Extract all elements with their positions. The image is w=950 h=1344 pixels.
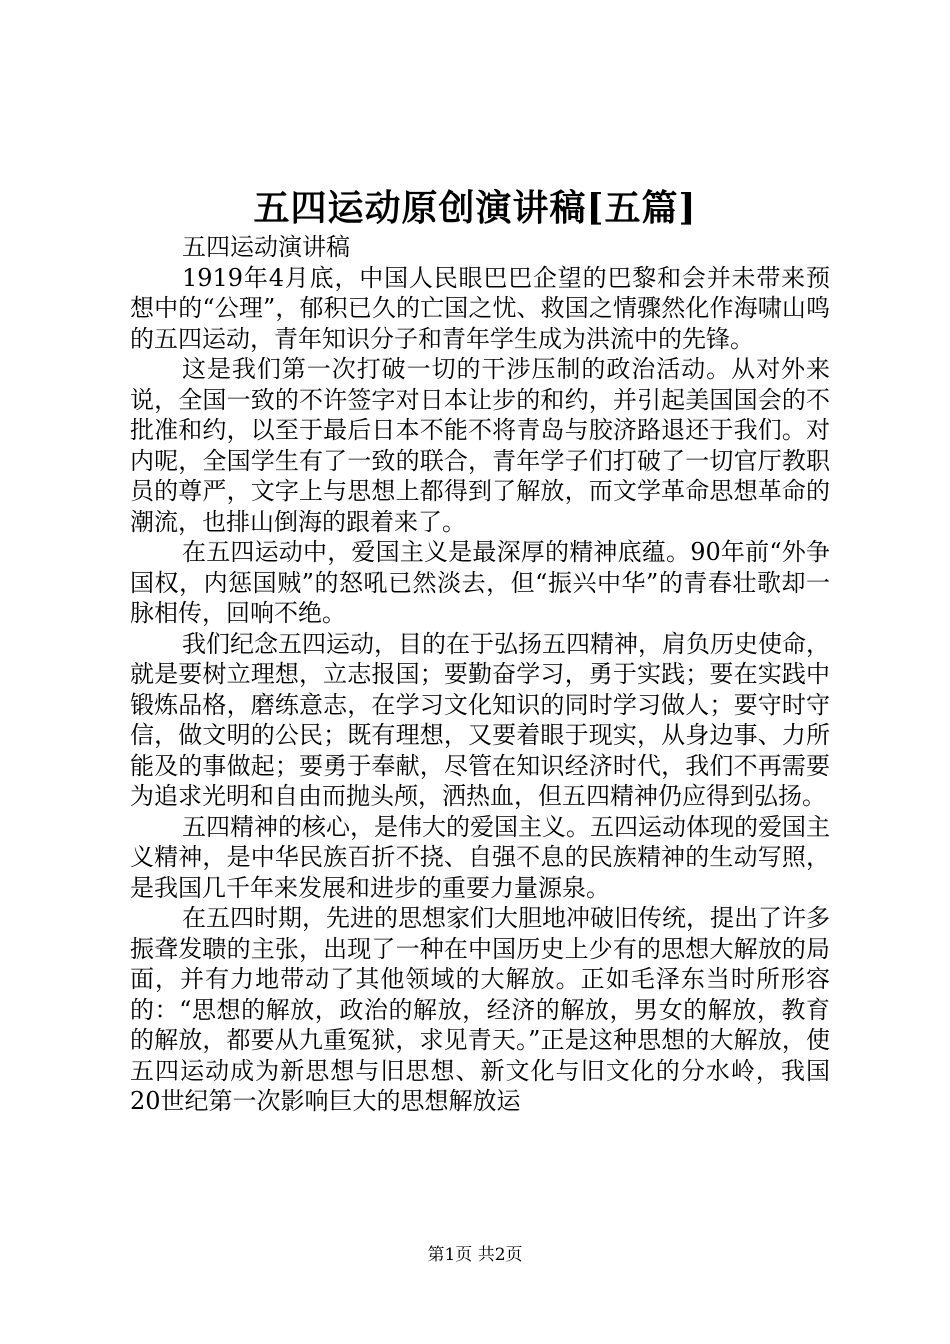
- page-footer: 第1页 共2页: [427, 1245, 523, 1265]
- paragraph-2: 这是我们第一次打破一切的干涉压制的政治活动。从对外来说，全国一致的不许签字对日本让步的和约，并引起美国国会的不批准和约，以至于最后日本不能不将青岛与胶济路退还于我们。对内呢，全国学生有了一致的联合，青年学子们打破了一切官厅教职员的尊严，文字上与思想上都得到了解放，而文学革命思想革命的潮流，也排山倒海的跟着来了。: [130, 355, 830, 536]
- document-title: 五四运动原创演讲稿[五篇]: [253, 187, 697, 229]
- document-body: [130, 232, 830, 1117]
- document-subtitle: 五四运动演讲稿: [182, 233, 350, 261]
- paragraph-4: 我们纪念五四运动，目的在于弘扬五四精神，肩负历史使命，就是要树立理想，立志报国；要勤奋学习，勇于实践；要在实践中锻炼品格，磨练意志，在学习文化知识的同时学习做人；要守时守信，做文明的公民；既有理想，又要着眼于现实，从身边事、力所能及的事做起；要勇于奉献，尽管在知识经济时代，我们不再需要为追求光明和自由而抛头颅，洒热血，但五四精神仍应得到弘扬。: [130, 629, 830, 810]
- paragraph-3: 在五四运动中，爱国主义是最深厚的精神底蕴。90年前“外争国权，内惩国贼”的怒吼已然淡去，但“振兴中华”的青春壮歌却一脉相传，回响不绝。: [130, 538, 830, 627]
- paragraph-5: 五四精神的核心，是伟大的爱国主义。五四运动体现的爱国主义精神，是中华民族百折不挠、自强不息的民族精神的生动写照，是我国几千年来发展和进步的重要力量源泉。: [130, 812, 830, 902]
- paragraph-1: 1919年4月底，中国人民眼巴巴企望的巴黎和会并未带来预想中的“公理”，郁积已久的亡国之忧、救国之情骤然化作海啸山鸣的五四运动，青年知识分子和青年学生成为洪流中的先锋。: [130, 263, 830, 353]
- paragraph-6: 在五四时期，先进的思想家们大胆地冲破旧传统，提出了许多振聋发聩的主张，出现了一种在中国历史上少有的思想大解放的局面，并有力地带动了其他领域的大解放。正如毛泽东当时所形容的：“思想的解放，政治的解放，经济的解放，男女的解放，教育的解放，都要从九重冤狱，求见青天。”正是这种思想的大解放，使五四运动成为新思想与旧思想、新文化与旧文化的分水岭，我国20世纪第一次影响巨大的思想解放运: [130, 904, 830, 1115]
